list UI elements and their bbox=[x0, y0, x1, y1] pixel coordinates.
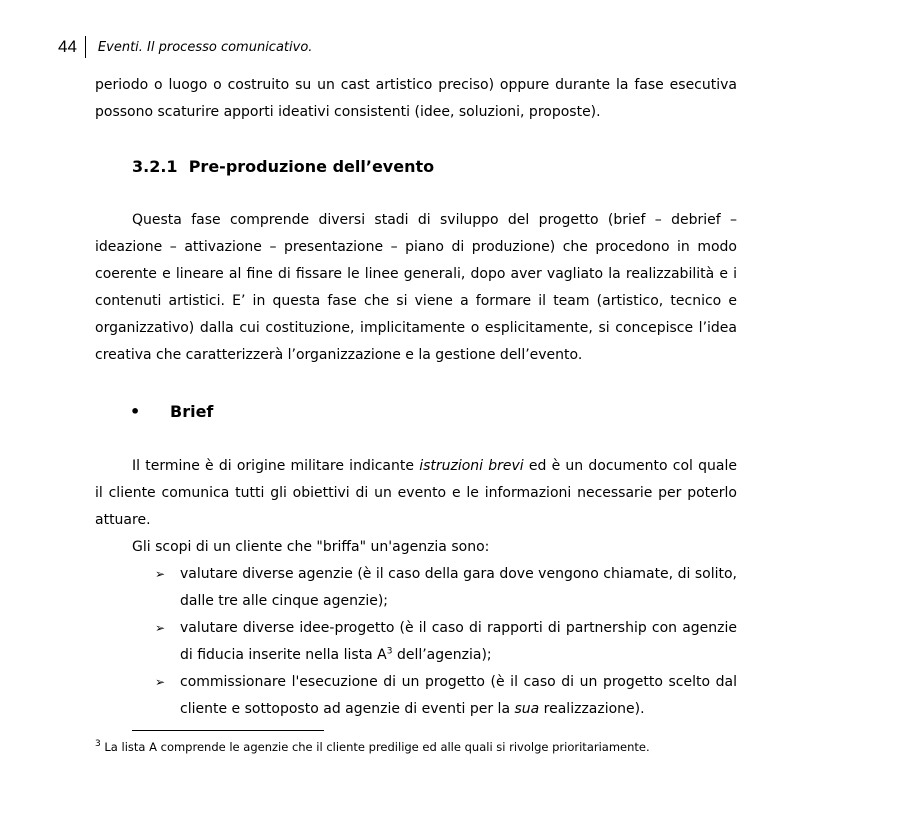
list-item bbox=[155, 615, 737, 669]
list-item-3-italic: sua bbox=[514, 701, 540, 717]
list-item-text bbox=[180, 669, 737, 723]
intro-paragraph bbox=[95, 72, 737, 126]
footnote-marker: 3 bbox=[95, 739, 101, 750]
scopes-intro: Gli scopi di un cliente che "briffa" un'agenzia sono: bbox=[132, 539, 490, 555]
footnote bbox=[95, 740, 650, 754]
running-title: Eventi. Il processo comunicativo. bbox=[97, 39, 313, 55]
list-item-2-tail: dell’agenzia); bbox=[392, 647, 492, 663]
list-item bbox=[155, 561, 737, 615]
section-number: 3.2.1 bbox=[132, 157, 178, 176]
section-title: Pre-produzione dell’evento bbox=[188, 157, 435, 176]
brief-text-end: ed è un documento col quale il cliente comunica tutti gli obiettivi di un evento e le informazioni necessarie per poterlo attuare. bbox=[95, 458, 737, 528]
list-item-text bbox=[180, 615, 737, 669]
footnote-text: La lista A comprende le agenzie che il cliente predilige ed alle quali si rivolge prioritariamente. bbox=[100, 740, 650, 754]
brief-text-italic: istruzioni brevi bbox=[419, 458, 524, 474]
brief-heading bbox=[130, 402, 213, 421]
brief-text-start: Il termine è di origine militare indicante bbox=[132, 458, 420, 474]
intro-paragraph-text: periodo o luogo o costruito su un cast artistico preciso) oppure durante la fase esecutiva possono scaturire apporti ideativi consistenti (idee, soluzioni, proposte). bbox=[95, 77, 737, 120]
arrow-bullet-icon: ➢ bbox=[155, 567, 166, 581]
brief-title: Brief bbox=[170, 402, 214, 421]
brief-paragraph-text bbox=[95, 453, 737, 534]
page-number: 44 bbox=[58, 37, 77, 56]
arrow-bullet-icon: ➢ bbox=[155, 621, 166, 635]
page-header bbox=[58, 36, 312, 58]
section-paragraph bbox=[95, 207, 737, 369]
brief-paragraph bbox=[95, 453, 737, 561]
list-item-3-text: commissionare l'esecuzione di un progetto (è il caso di un progetto scelto dal cliente e sottoposto ad agenzie di eventi per la bbox=[180, 674, 737, 717]
scopes-list bbox=[155, 561, 737, 723]
list-item-text: valutare diverse agenzie (è il caso della gara dove vengono chiamate, di solito, dalle tre alle cinque agenzie); bbox=[180, 566, 737, 609]
footnote-divider bbox=[132, 730, 324, 731]
bullet-icon: • bbox=[130, 402, 141, 421]
list-item-3-tail: realizzazione). bbox=[539, 701, 645, 717]
footnote-ref: 3 bbox=[386, 646, 393, 657]
list-item bbox=[155, 669, 737, 723]
section-heading bbox=[132, 157, 434, 176]
list-item-2-text: valutare diverse idee-progetto (è il caso di rapporti di partnership con agenzie di fiducia inserite nella lista A bbox=[180, 620, 737, 663]
section-paragraph-text: Questa fase comprende diversi stadi di sviluppo del progetto (brief – debrief – ideazione – attivazione – presentazione – piano di produzione) che procedono in modo coerente e lineare al fine di fissare le linee generali, dopo aver vagliato la realizzabilità e i contenuti artistici. E’ in questa fase che si viene a formare il team (artistico, tecnico e organizzativo) dalla cui costituzione, implicitamente o esplicitamente, si concepisce l’idea creativa che caratterizzerà l’organizzazione e la gestione dell’evento. bbox=[95, 212, 737, 363]
arrow-bullet-icon: ➢ bbox=[155, 675, 166, 689]
